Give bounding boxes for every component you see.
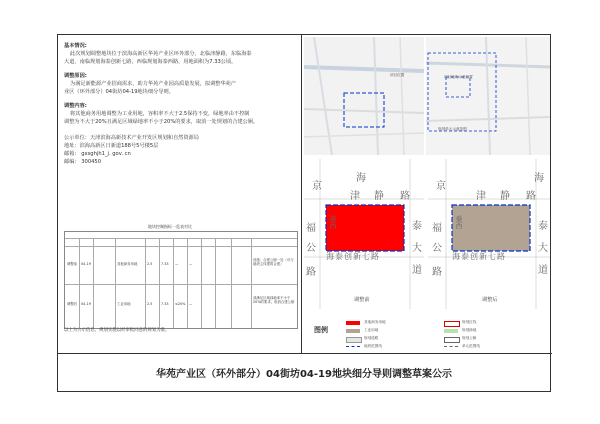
- map-after-svg: [428, 159, 550, 309]
- legend-business-swatch: [346, 321, 360, 325]
- contact-unit: 公示单位：天津滨海高新技术产业开发区规划和自然资源局: [64, 135, 199, 141]
- road-fu-2: 公: [306, 243, 316, 254]
- road-fu-3: 路: [432, 267, 442, 278]
- road-haitai-1: 海: [356, 173, 366, 184]
- road-haitai-2: 泰: [538, 221, 548, 232]
- road-jingjin-1: 京: [436, 181, 446, 192]
- legend-unit-swatch: [444, 346, 458, 347]
- map-after: [428, 159, 550, 309]
- table-row: 调整后: [67, 302, 78, 306]
- row-green: ≤20%: [175, 302, 186, 306]
- notice-sheet: [57, 34, 551, 392]
- row-other: —: [189, 262, 193, 266]
- road-qilu: 海泰创新七路: [326, 252, 380, 261]
- legend-green: 规划绿地: [462, 328, 477, 332]
- location-map-right-svg: [426, 37, 550, 155]
- road-jingjin-2: 津: [476, 191, 486, 202]
- legend-business: 其他商务用地: [364, 320, 386, 324]
- basic-line-1: 此次规划调整地块位于滨海高新区华苑产业区环外部分，北临津静路，东临海泰: [70, 51, 252, 57]
- road-jingjin-4: 路: [400, 191, 410, 202]
- road-fu-1: 福: [432, 223, 442, 234]
- reason-heading: 调整原因:: [64, 73, 87, 79]
- road-haitai-1: 海: [534, 173, 544, 184]
- legend-road: 规划道路: [364, 336, 379, 340]
- legend-boundary-swatch: [346, 346, 360, 347]
- road-haitai-4: 道: [412, 265, 422, 276]
- table-title: 地块控制指标一览表对比: [148, 224, 192, 229]
- legend-redline-swatch: [444, 321, 460, 327]
- contact-address: 地址：滨海高新区日新道188号5号楼5层: [64, 143, 159, 149]
- road-qilu: 海泰创新七路: [452, 252, 506, 261]
- row-far: 2.5: [147, 302, 153, 306]
- legend-redline: 规划红线: [462, 320, 477, 324]
- location-map-left-svg: [304, 37, 424, 155]
- basic-heading: 基本情况:: [64, 43, 87, 49]
- road-fu-1: 福: [306, 223, 316, 234]
- row-use: 其他商务用地: [117, 262, 138, 266]
- legend-road-swatch: [346, 337, 362, 343]
- row-note: 须满足区域绿地率不小于20%的要求，取消合建公厕: [253, 296, 295, 304]
- road-jingjin-3: 静: [500, 191, 510, 202]
- reason-line-2: 业区（环外部分）04街坊04-19地块细分导则。: [64, 89, 174, 95]
- contact-email: [64, 151, 131, 158]
- basic-line-2: 大道，南临规划海泰创新七路，西临规划海泰西路，用地面积为7.33公顷。: [64, 59, 237, 65]
- content-heading: 调整内容:: [64, 103, 87, 109]
- content-line-1: 将其他商务用地调整为工业用地，容积率不大于2.5保持不变，绿地率由不控制: [70, 111, 250, 117]
- content-line-2: 调整为不大于20%且满足区域绿地率不小于20%的要求，取消一处规划的合建公厕。: [64, 119, 259, 125]
- legend-green-swatch: [444, 329, 458, 333]
- reason-line-1: 为满足新能源产业招商需求，助力华苑产业园高质量发展，拟调整华苑产: [70, 81, 237, 87]
- postcode-value: 300450: [81, 159, 102, 165]
- table-row: 调整前: [67, 262, 78, 266]
- road-jingjin-1: 京: [312, 181, 322, 192]
- contact-postcode: [64, 159, 101, 166]
- legend-boundary: 地块范围线: [364, 344, 382, 348]
- road-taixi: 泰西: [329, 215, 337, 229]
- email-value[interactable]: gxsghjh1_j. gov. cn: [81, 151, 131, 157]
- road-taixi: 泰西: [455, 215, 463, 229]
- row-area: 7.33: [161, 302, 169, 306]
- row-note: 设施：合建公厕一处（可与地块主体建筑合建）: [253, 258, 294, 266]
- location-label: 项目位置: [390, 73, 405, 77]
- road-fu-3: 路: [306, 267, 316, 278]
- row-area: 7.33: [161, 262, 169, 266]
- row-use: 工业用地: [117, 302, 131, 306]
- location-map-right: [426, 37, 550, 155]
- row-other: —: [189, 302, 193, 306]
- legend-unit: 单元范围线: [462, 344, 480, 348]
- site-location-label: 项目地块示意位置: [444, 75, 473, 79]
- legend-toilet-swatch: [444, 337, 460, 343]
- row-green: —: [175, 262, 179, 266]
- map-before: [304, 159, 424, 309]
- email-label: 邮箱：: [64, 151, 80, 157]
- road-haitai-2: 泰: [412, 221, 422, 232]
- unit-range-label: 规划单元示意范围: [438, 127, 467, 131]
- legend-heading: 图例: [314, 326, 328, 334]
- road-jingjin-4: 路: [526, 191, 536, 202]
- caption-after: 调整后: [482, 297, 498, 303]
- location-map-left: [304, 37, 424, 155]
- caption-before: 调整前: [354, 297, 370, 303]
- page-title: 华苑产业区（环外部分）04街坊04-19地块细分导则调整草案公示: [156, 369, 452, 380]
- row-far: 2.5: [147, 262, 153, 266]
- road-haitai-3: 大: [538, 243, 548, 254]
- indicator-table: [64, 231, 298, 329]
- row-code: 04-19: [81, 302, 91, 306]
- legend-toilet: 规划公厕: [462, 336, 477, 340]
- road-haitai-3: 大: [412, 243, 422, 254]
- legend-industrial-swatch: [346, 329, 360, 333]
- footnote: 以上为公示信息，规划实施以经审批同意的规划为准。: [64, 328, 170, 333]
- road-jingjin-2: 津: [350, 191, 360, 202]
- legend-industrial: 工业用地: [364, 328, 379, 332]
- road-haitai-4: 道: [538, 265, 548, 276]
- postcode-label: 邮编：: [64, 159, 80, 165]
- row-code: 04-19: [81, 262, 91, 266]
- road-fu-2: 公: [432, 243, 442, 254]
- road-jingjin-3: 静: [374, 191, 384, 202]
